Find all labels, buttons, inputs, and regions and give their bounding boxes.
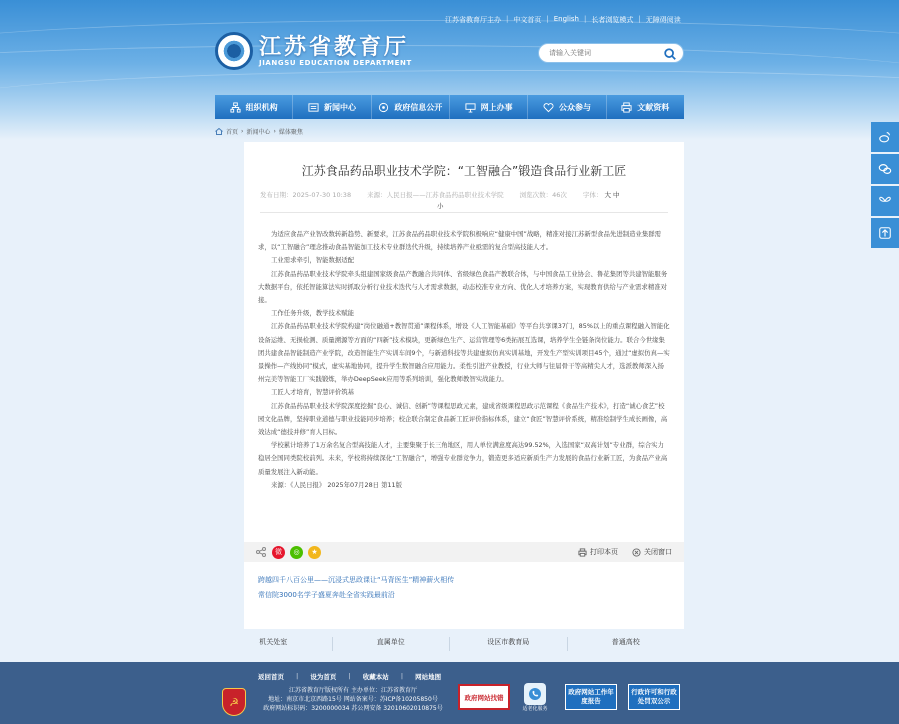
copyright-text: 江苏省教育厅版权所有 主办单位：江苏省教育厅	[289, 687, 417, 694]
monitor-icon	[465, 102, 476, 113]
home-cn-link[interactable]: 中文首页	[513, 16, 542, 24]
nav-org[interactable]	[215, 95, 293, 119]
elder-service-badge[interactable]	[520, 682, 550, 712]
paragraph: 江苏食品药品职业技术学院深度挖掘“良心、诚信、创新”等课程思政元素，建成省级课程思政示范课程《食品生产技术》，打造“诚心食艺”校园文化品牌，坚持职业道德与职业技能同步培养；校企联合制定食品新工匠评价指标体系，建立“食匠”智慧评价系统，精准绘制学生成长画像，高效达成“德技并修”育人目标。	[258, 401, 668, 437]
nav-online-service[interactable]	[450, 95, 528, 119]
breadcrumb-sep: ›	[273, 128, 276, 135]
breadcrumb-news[interactable]: 新闻中心	[246, 129, 271, 136]
search-icon[interactable]	[663, 47, 677, 61]
link-city-edu[interactable]: 设区市教育局	[449, 637, 567, 651]
org-icon	[230, 102, 241, 113]
article-meta	[260, 190, 668, 199]
footer-links	[258, 672, 441, 681]
logo-title-cn: 江苏省教育厅	[259, 34, 410, 60]
footer-set-home-link[interactable]: 设为首页	[310, 673, 337, 681]
article-title: 江苏食品药品职业技术学院：“工智融合”锻造食品行业新工匠	[301, 164, 627, 178]
nav-label: 公众参与	[558, 102, 591, 112]
butterfly-icon	[878, 194, 892, 208]
footer-home-link[interactable]: 返回首页	[258, 673, 284, 681]
site-header	[0, 0, 899, 140]
annual-report-badge[interactable]: 政府网站工作年度报告	[565, 684, 617, 710]
paragraph: 学校累计培养了1万余名复合型高技能人才，主要集聚于长三角地区，用人单位满意度高达99.52%，入选国家“双高计划”专业群，综合实力稳居全国同类院校前列。未来，学校将持续深化“工智融合”，增强专业群竞争力，锻造更多适应新质生产力发展的食品行业新工匠，为食品产业高质量发展注入新动能。	[258, 441, 668, 476]
breadcrumb-home[interactable]: 首页	[226, 129, 239, 136]
publish-date: 发布日期：2025-07-30 10:38	[260, 191, 352, 199]
find-error-badge[interactable]: 政府网站找错	[458, 684, 510, 710]
site-footer	[0, 662, 899, 724]
weibo-icon	[878, 130, 892, 144]
emblem-icon	[215, 32, 253, 70]
favorite-icon[interactable]: ★	[308, 546, 321, 559]
nav-docs[interactable]	[607, 95, 684, 119]
nav-label: 组织机构	[245, 102, 278, 112]
side-wechat-button[interactable]	[871, 154, 899, 184]
gov-info-icon	[378, 102, 389, 113]
related-links	[258, 573, 454, 603]
link-affiliated[interactable]: 直属单位	[332, 637, 450, 651]
party-badge-icon[interactable]: ☭	[222, 688, 246, 716]
back-to-top-button[interactable]	[871, 218, 899, 248]
wechat-icon[interactable]: ◎	[290, 546, 303, 559]
main-nav	[215, 95, 684, 119]
side-toolbar	[871, 122, 899, 248]
article-card	[244, 142, 684, 629]
elder-mode-link[interactable]: 长者浏览模式	[591, 16, 634, 24]
paragraph: 江苏食品药品职业技术学院构建“岗位融通+教智贯通”课程体系，增设《人工智能基础》等平台共享课37门，85%以上的重点课程融入智能化设备运维、无损检测、质量溯源等方面的“四新”技术模块，更新绿色生产、运营管理等6类拓展互选课，培养学生全链条岗位能力。联合今世缘集团共建食品智能制造产业学院，改造智能生产实训车间9个，与新道科技等共建虚拟仿真实训基地，开发生产型实训项目45个，通过“虚拟仿真—实景操作—产线协同”模式，虚实基地协同，提升学生数智融合应用能力。柔性引进产业教授，行业大师与往届骨干等高精尖人才，选派教师深入扬州完美等智能工厂实践锻炼，举办DeepSeek应用等系列培训，强化教师教智实战能力。	[258, 322, 670, 384]
logo-title-en: JIANGSU EDUCATION DEPARTMENT	[259, 59, 412, 67]
print-icon	[621, 102, 632, 113]
link-row	[215, 637, 684, 651]
print-button[interactable]	[578, 547, 618, 557]
nav-public[interactable]	[528, 95, 606, 119]
font-size-medium[interactable]: 中	[613, 191, 620, 199]
arrow-up-icon	[878, 226, 892, 240]
related-link[interactable]: 跨越四千八百公里——沉浸式思政课让“马背医生”精神薪火相传	[258, 576, 455, 584]
site-logo[interactable]	[215, 32, 412, 70]
phone-icon	[524, 683, 546, 705]
search-box	[538, 43, 684, 63]
section-heading: 工匠人才培育，智慧评价筑基	[271, 388, 355, 397]
breadcrumb	[215, 127, 303, 136]
close-window-button[interactable]	[632, 547, 672, 557]
permit-badge[interactable]: 行政许可和行政处罚双公示	[628, 684, 680, 710]
footer-sitemap-link[interactable]: 网站地图	[415, 673, 442, 681]
separator: |	[506, 15, 509, 23]
nav-label: 文献资料	[637, 102, 670, 112]
news-icon	[308, 102, 319, 113]
print-label: 打印本页	[590, 548, 618, 556]
link-universities[interactable]: 普通高校	[567, 637, 685, 651]
separator: |	[348, 672, 351, 680]
link-dept[interactable]: 机关处室	[259, 638, 288, 646]
nav-label: 政府信息公开	[394, 102, 443, 112]
close-icon	[632, 548, 641, 557]
breadcrumb-sep: ›	[241, 128, 244, 135]
separator: |	[400, 672, 404, 680]
nav-label: 网上办事	[480, 102, 513, 112]
section-heading: 工业需求牵引，智能数据适配	[271, 256, 355, 265]
sponsor-text: 江苏省教育厅主办	[445, 16, 501, 24]
separator: |	[296, 672, 299, 680]
top-links	[445, 15, 685, 25]
article-citation: 来源：《人民日报》 2025年07月28日 第11版	[271, 480, 402, 489]
separator: |	[638, 15, 641, 23]
footer-bookmark-link[interactable]: 收藏本站	[362, 673, 389, 681]
view-count: 浏览次数：46次	[519, 191, 567, 199]
weibo-icon[interactable]: 微	[272, 546, 285, 559]
wechat-icon	[878, 162, 892, 176]
accessibility-link[interactable]: 无障碍阅读	[645, 16, 681, 24]
nav-news[interactable]	[293, 95, 371, 119]
site-id-text: 政府网站标识码：3200000034 苏公网安备 32010602010875号	[263, 705, 443, 712]
home-icon	[215, 128, 223, 135]
paragraph: 江苏食品药品职业技术学院牵头组建国家级食品产教融合共同体、省级绿色食品产教联合体，与中国食品工业协会、鲁花集团等共建智能服务大数据平台，依托智能算法实时抓取分析行业技术迭代与人才需求数据，动态校准专业方向、优化人才培养方案，实现教育供给与产业需求精准对接。	[258, 269, 668, 305]
related-link[interactable]: 常信院3000名学子盛夏奔赴全省实践最前沿	[258, 591, 395, 599]
article-body	[258, 228, 670, 492]
font-size-large[interactable]: 大	[604, 191, 611, 199]
close-label: 关闭窗口	[644, 548, 672, 556]
separator: |	[546, 15, 549, 23]
article-source: 来源：人民日报——江苏食品药品职业技术学院	[367, 191, 504, 199]
elder-service-label: 适老化服务	[522, 705, 548, 712]
font-size-label: 字体：	[582, 191, 603, 199]
footer-info	[258, 686, 448, 713]
search-input[interactable]	[549, 49, 659, 57]
nav-label: 新闻中心	[323, 102, 356, 112]
divider	[260, 212, 668, 213]
address-text: 地址：南京市北京西路15号 网站备案号：苏ICP备10205850号	[268, 696, 438, 703]
heart-icon	[543, 102, 554, 113]
side-app-button[interactable]	[871, 186, 899, 216]
paragraph: 为适应食品产业智改数转新趋势、新要求，江苏食品药品职业技术学院积极响应“健康中国”战略，精准对接江苏新型食品先进制造业集群需求，以“工智融合”理念推动食品智能加工技术专业群迭代升级，持续培养产业亟需的复合型高技能人才。	[258, 230, 662, 252]
section-heading: 工作任务升级，教学技术赋能	[271, 309, 355, 318]
share-icon[interactable]	[256, 547, 266, 557]
share-bar	[244, 542, 684, 562]
side-weibo-button[interactable]	[871, 122, 899, 152]
font-size-small[interactable]: 小	[437, 202, 444, 210]
nav-gov-info[interactable]	[372, 95, 450, 119]
printer-icon	[578, 548, 587, 557]
english-link[interactable]: English	[553, 15, 579, 23]
breadcrumb-media[interactable]: 媒体聚焦	[278, 129, 303, 136]
separator: |	[584, 15, 587, 23]
